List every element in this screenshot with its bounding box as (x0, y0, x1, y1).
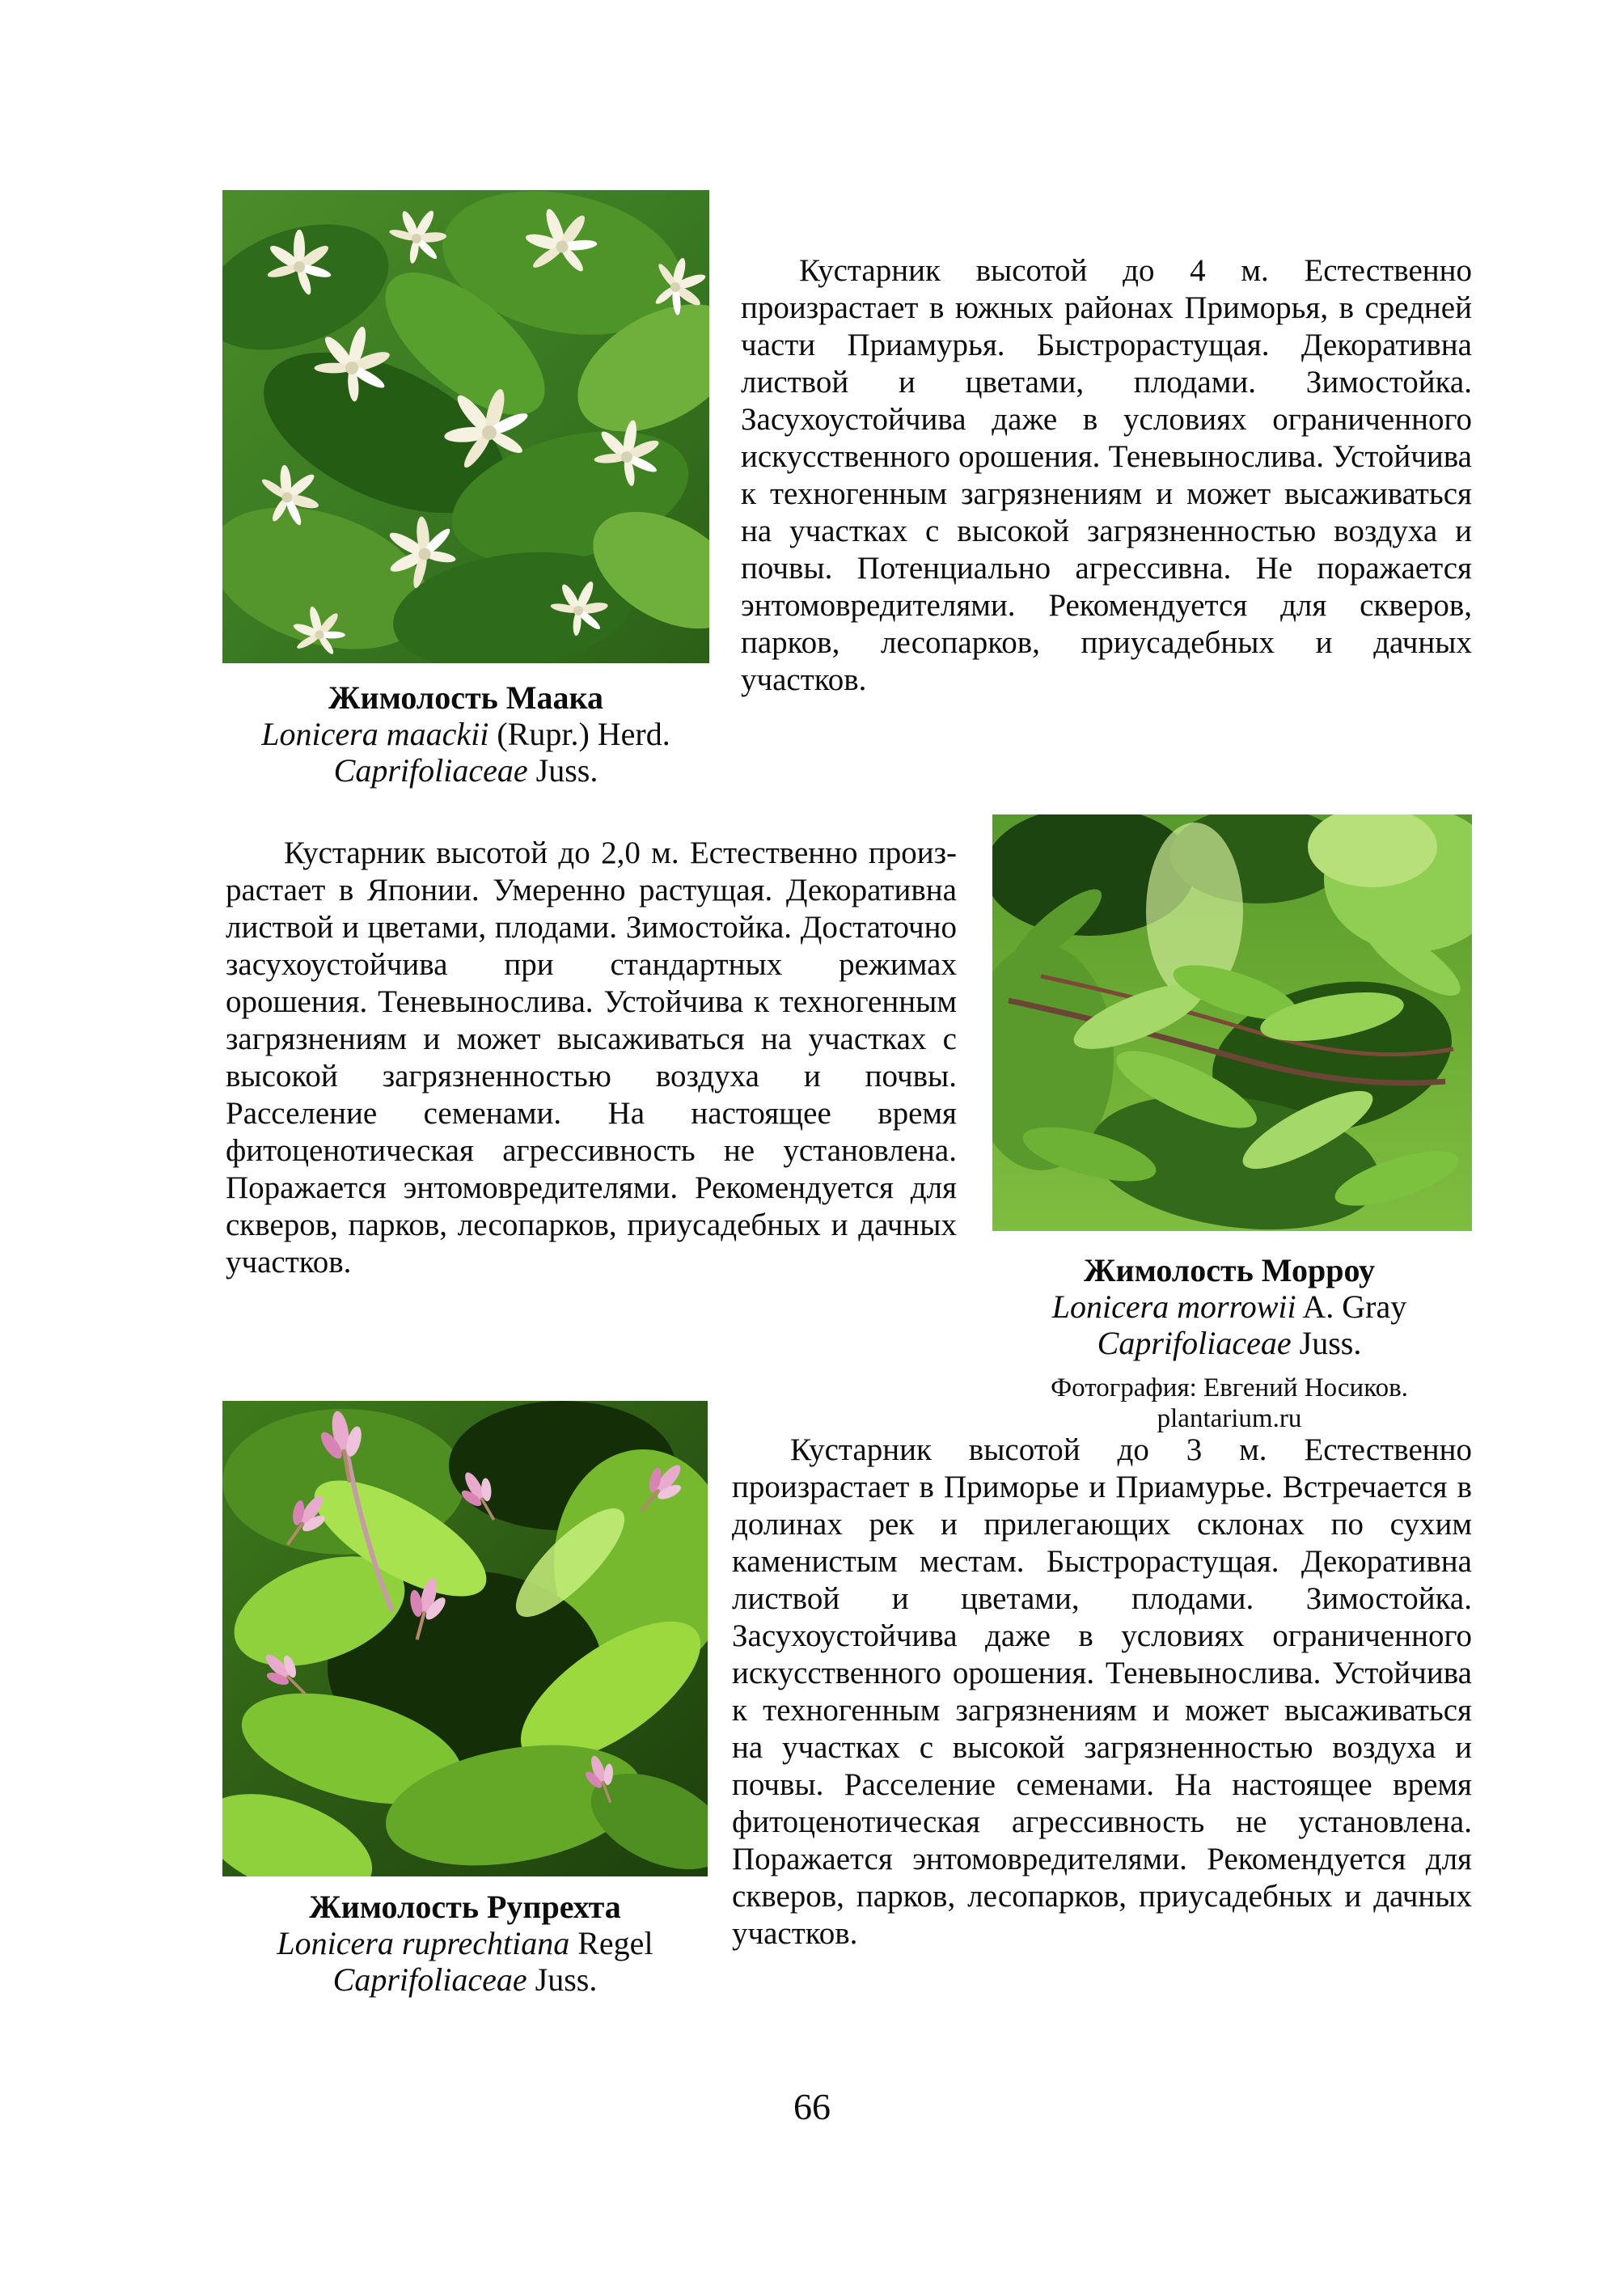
family-authority: Juss. (527, 1961, 598, 1998)
family-name: Caprifoliaceae (332, 1961, 527, 1998)
caption-lonicera-morrowii (979, 1252, 1480, 1434)
description-lonicera-morrowii: Кустарник высотой до 2,0 м. Естественно произрастает в Японии. Умеренно растущая. Декоративна листвой и цветами, плодами. Зимостойка. Достаточно засухоустойчива при стандартных режимах орошения. Теневынослива. Устойчива к техногенным загрязнениям и может высаживаться на участках с высокой загрязненностью воздуха и почвы. Расселение семенами. На настоящее время фитоценотическая агрессивность не установлена. Поражается энтомовредителями. Рекомендуется для скверов, парков, лесопарков, приусадебных и дачных участков. (226, 836, 957, 1280)
plant-name-ru: Жимолость Рупрехта (309, 1889, 621, 1925)
latin-binomial: Lonicera maackii (261, 716, 489, 752)
caption-lonicera-ruprechtiana (222, 1889, 708, 1998)
caption-lonicera-maackii (222, 679, 709, 789)
description-lonicera-maackii: Кустарник высотой до 4 м. Естественно произрастает в южных районах Приморья, в средней части Приамурья. Быстрорастущая. Декоративна листвой и цветами, плодами. Зимостойка. Засухоустойчива даже в условиях ограниченного искусственного орошения. Теневынослива. Устойчива к техногенным загрязнениям и может высаживаться на участках с высокой загрязненностью воздуха и почвы. Потенциально агрессивна. Не поражается энтомовредителями. Рекомендуется для скверов, парков, лесопарков, приусадебных и дачных участков. (741, 253, 1472, 697)
photo-lonicera-morrowii (992, 814, 1472, 1231)
latin-authority: (Rupr.) Herd. (488, 716, 670, 752)
page-number: 66 (793, 2086, 831, 2127)
description-lonicera-ruprechtiana: Кустарник высотой до 3 м. Естественно произрастает в Приморье и Приамурье. Встречается в долинах рек и прилегающих склонах по сухим каменистым местам. Быстрорастущая. Декоративна листвой и цветами, плодами. Зимостойка. Засухоустойчива даже в условиях ограниченного искусственного орошения. Теневынослива. Устойчива к техногенным загрязнениям и может высаживаться на участках с высокой загрязненностью воздуха и почвы. Расселение семенами. На настоящее время фитоценотическая агрессивность не установлена. Поражается энтомовредителями. Рекомендуется для скверов, парков, лесопарков, приусадебных и дачных участков. (732, 1432, 1472, 1951)
latin-authority: A. Gray (1296, 1288, 1407, 1325)
plant-family (979, 1325, 1480, 1361)
latin-authority: Regel (569, 1925, 653, 1961)
family-authority: Juss. (527, 752, 598, 789)
plant-name-ru: Жимолость Морроу (1084, 1252, 1375, 1288)
family-name: Caprifoliaceae (1097, 1325, 1292, 1361)
plant-latin-name (222, 716, 709, 752)
photo-lonicera-maackii (222, 190, 709, 663)
plant-name-ru: Жимолость Маака (328, 679, 603, 716)
family-authority: Juss. (1291, 1325, 1362, 1361)
family-name: Caprifoliaceae (333, 752, 528, 789)
plant-latin-name (222, 1925, 708, 1961)
plant-family (222, 1961, 708, 1998)
photo-credit: Фотография: Евгений Носиков. plantarium.ru (1051, 1373, 1408, 1433)
plant-latin-name (979, 1288, 1480, 1325)
photo-lonicera-ruprechtiana (222, 1401, 708, 1876)
latin-binomial: Lonicera ruprechtiana (277, 1925, 570, 1961)
plant-family (222, 752, 709, 789)
latin-binomial: Lonicera morrowii (1051, 1288, 1296, 1325)
